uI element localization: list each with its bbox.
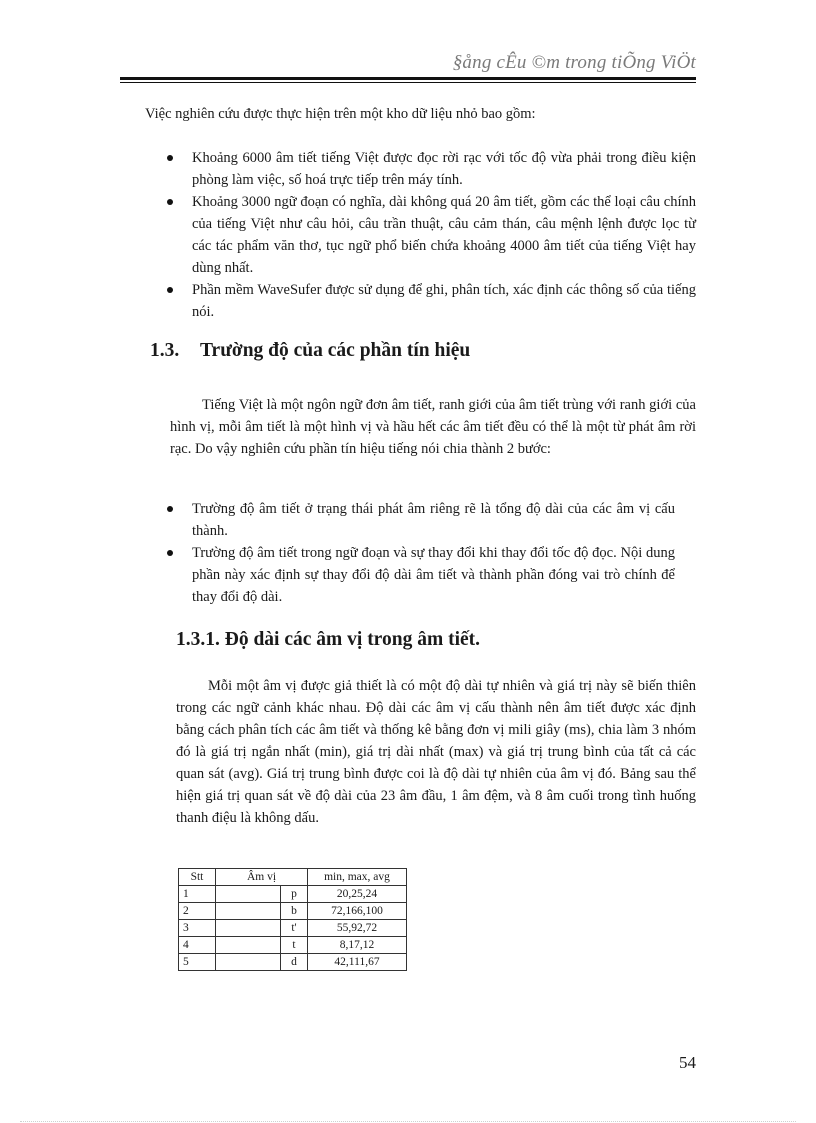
column-header-stt: Stt [179, 869, 216, 886]
cell-empty [216, 886, 281, 903]
phoneme-duration-table [178, 868, 407, 971]
list-item: Trường độ âm tiết ở trạng thái phát âm riêng rẽ là tổng độ dài của các âm vị cấu thành. [165, 498, 675, 542]
duration-steps-list [165, 498, 675, 608]
cell-phoneme: p [281, 886, 308, 903]
page-header [120, 50, 696, 80]
list-item: Trường độ âm tiết trong ngữ đoạn và sự thay đổi khi thay đổi tốc độ đọc. Nội dung phần này xác định sự thay đổi độ dài âm tiết và thành phần đóng vai trò chính để thay đổi độ dài. [165, 542, 675, 608]
cell-stt: 2 [179, 903, 216, 920]
list-item: Khoảng 3000 ngữ đoạn có nghĩa, dài không quá 20 âm tiết, gồm các thể loại câu chính của tiếng Việt như câu hỏi, câu trần thuật, câu cảm thán, câu mệnh lệnh được lọc từ các tác phẩm văn thơ, tục ngữ phổ biến chứa khoảng 4000 âm tiết của tiếng Việt hay dùng nhất. [165, 191, 696, 279]
paragraph-1: Tiếng Việt là một ngôn ngữ đơn âm tiết, ranh giới của âm tiết trùng với ranh giới của hình vị, mỗi âm tiết là một hình vị và hầu hết các âm tiết đều có thể là một từ phát âm rời rạc. Do vậy nghiên cứu phần tín hiệu tiếng nói chia thành 2 bước: [170, 397, 696, 457]
section-heading-1-3-1: 1.3.1. Độ dài các âm vị trong âm tiết. [176, 629, 481, 650]
cell-values: 72,166,100 [308, 903, 407, 920]
list-item: Khoảng 6000 âm tiết tiếng Việt được đọc rời rạc với tốc độ vừa phải trong điều kiện phòng làm việc, số hoá trực tiếp trên máy tính. [165, 147, 696, 191]
cell-stt: 3 [179, 920, 216, 937]
cell-values: 8,17,12 [308, 937, 407, 954]
cell-empty [216, 954, 281, 971]
footer-divider [20, 1121, 796, 1122]
table-row [179, 920, 407, 937]
cell-empty [216, 937, 281, 954]
cell-values: 20,25,24 [308, 886, 407, 903]
section-heading-1-3 [150, 340, 470, 362]
cell-values: 42,111,67 [308, 954, 407, 971]
table-row [179, 886, 407, 903]
header-rule-thick [120, 77, 696, 80]
data-corpus-list [165, 147, 696, 323]
table-header-row [179, 869, 407, 886]
cell-phoneme: b [281, 903, 308, 920]
cell-phoneme: d [281, 954, 308, 971]
section-title: Trường độ của các phần tín hiệu [200, 340, 471, 361]
intro-text: Việc nghiên cứu được thực hiện trên một kho dữ liệu nhỏ bao gồm: [145, 106, 536, 122]
cell-empty [216, 903, 281, 920]
header-title: §ång cÊu ©m trong tiÕng ViÖt [452, 52, 696, 73]
cell-stt: 4 [179, 937, 216, 954]
table-row [179, 937, 407, 954]
table-row [179, 954, 407, 971]
header-rule-thin [120, 82, 696, 83]
section-number: 1.3. [150, 340, 180, 361]
cell-values: 55,92,72 [308, 920, 407, 937]
cell-stt: 5 [179, 954, 216, 971]
column-header-values: min, max, avg [308, 869, 407, 886]
page-number: 54 [679, 1053, 696, 1072]
paragraph-2: Mỗi một âm vị được giả thiết là có một độ dài tự nhiên và giá trị này sẽ biến thiên trong các ngữ cảnh khác nhau. Độ dài các âm vị cấu thành nên âm tiết được xác định bằng cách phân tích các âm tiết và thống kê bằng đơn vị mili giây (ms), chia làm 3 nhóm đó là giá trị ngắn nhất (min), giá trị dài nhất (max) và giá trị trung bình của tất cả các quan sát (avg). Giá trị trung bình được coi là độ dài tự nhiên của âm vị đó. Bảng sau thể hiện giá trị quan sát về độ dài của 23 âm đầu, 1 âm đệm, và 8 âm cuối trong tình huống thanh điệu là không dấu. [176, 678, 696, 826]
cell-stt: 1 [179, 886, 216, 903]
cell-phoneme: t' [281, 920, 308, 937]
list-item: Phần mềm WaveSufer được sử dụng để ghi, phân tích, xác định các thông số của tiếng nói. [165, 279, 696, 323]
table-row [179, 903, 407, 920]
column-header-phoneme: Âm vị [216, 869, 308, 886]
cell-empty [216, 920, 281, 937]
cell-phoneme: t [281, 937, 308, 954]
